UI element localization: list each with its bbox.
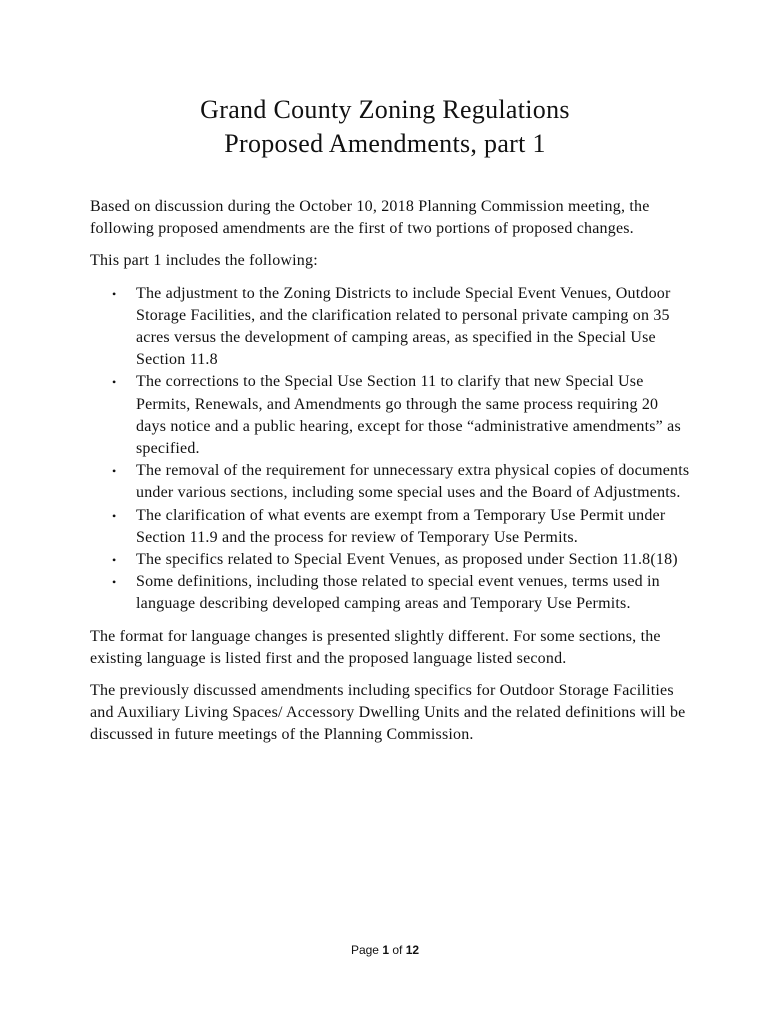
list-item [112,505,690,549]
format-note-paragraph: The format for language changes is presented slightly different. For some sections, the existing language is listed first and the proposed language listed second. [90,627,661,667]
list-item [112,371,690,460]
current-page-number: 1 [382,943,389,957]
list-item-text: The corrections to the Special Use Section 11 to clarify that new Special Use Permits, Renewals, and Amendments go through the same process requiring 20 days notice and a public hearing, except for those “administrative amendments” as specified. [136,373,681,458]
list-item [112,571,690,615]
list-item [112,549,690,571]
bullet-icon: • [112,553,117,568]
list-item [112,460,690,504]
total-pages-number: 12 [405,943,420,957]
bullet-icon: • [112,464,117,479]
closing-paragraph: The previously discussed amendments including specifics for Outdoor Storage Facilities and Auxiliary Living Spaces/ Accessory Dwelling Units and the related definitions will be discussed in future meetings of the Planning Commission. [90,682,686,744]
list-item [112,283,690,372]
list-intro-paragraph: This part 1 includes the following: [90,252,318,270]
of-word: of [392,943,403,957]
bullet-icon: • [112,575,117,590]
bullet-icon: • [112,508,117,523]
list-item-text: The removal of the requirement for unnecessary extra physical copies of documents under various sections, including some special uses and the Board of Adjustments. [136,462,690,502]
list-item-text: The specifics related to Special Event Venues, as proposed under Section 11.8(18) [136,551,678,569]
amendments-list [90,283,690,616]
list-item-text: The adjustment to the Zoning Districts to include Special Event Venues, Outdoor Storage Facilities, and the clarification related to personal private camping on 35 acres versus the development of camping areas, as specified in the Special Use Section 11.8 [136,284,671,369]
list-item-text: Some definitions, including those related to special event venues, terms used in language describing developed camping areas and Temporary Use Permits. [136,573,660,613]
page-word: Page [350,943,379,957]
title-line-2: Proposed Amendments, part 1 [224,129,546,158]
document-title [0,93,770,161]
title-line-1: Grand County Zoning Regulations [200,95,570,124]
bullet-icon: • [112,375,117,390]
bullet-icon: • [112,286,117,301]
intro-paragraph: Based on discussion during the October 10, 2018 Planning Commission meeting, the following proposed amendments are the first of two portions of proposed changes. [90,198,650,238]
document-body [90,196,690,757]
page-footer [0,942,770,958]
list-item-text: The clarification of what events are exempt from a Temporary Use Permit under Section 11.9 and the process for review of Temporary Use Permits. [136,506,666,546]
